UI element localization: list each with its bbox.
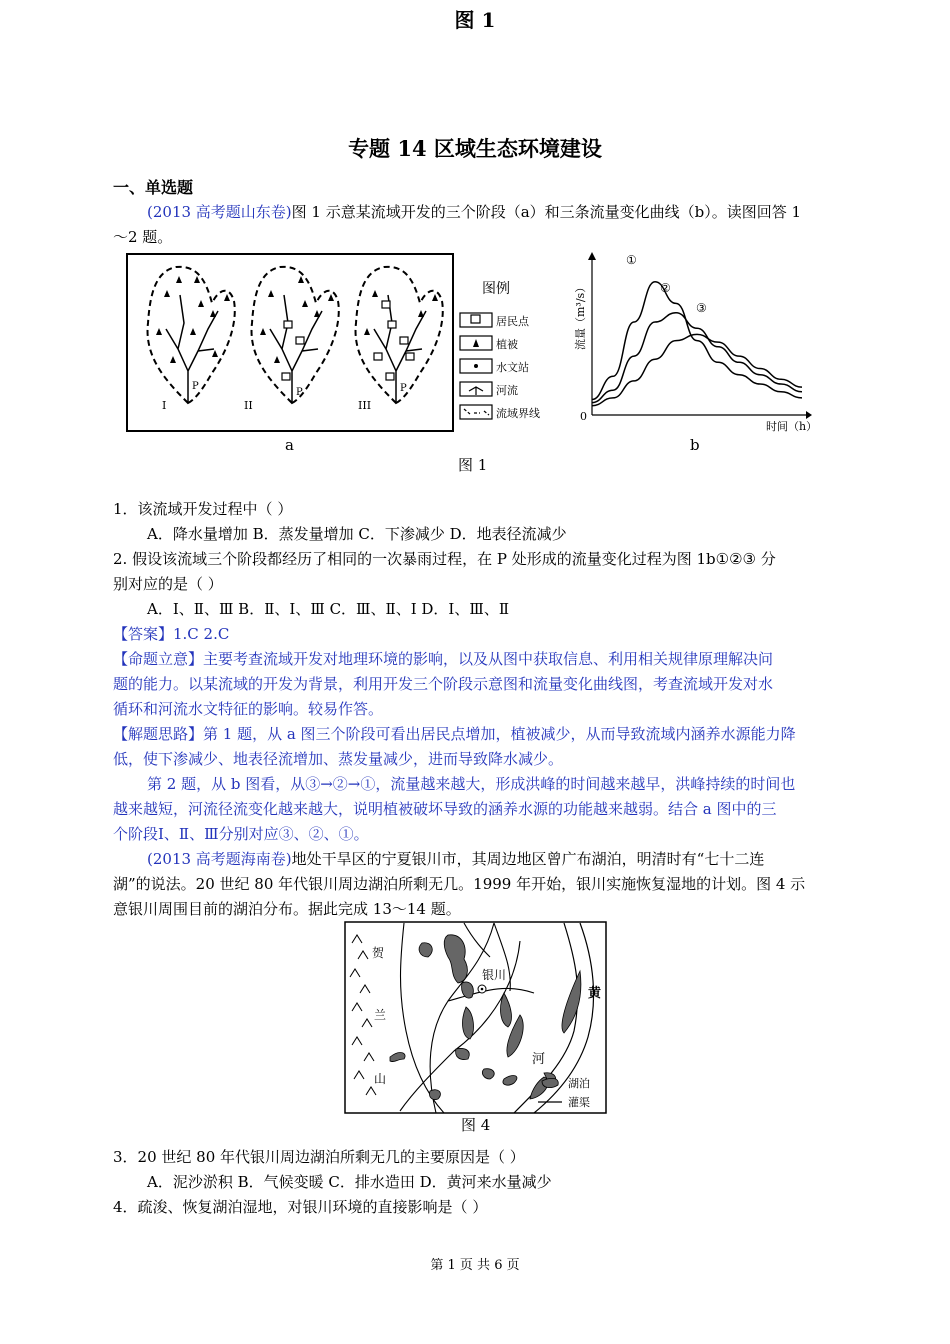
legend-canal: 灌渠	[568, 1096, 590, 1109]
stage-label-2: II	[244, 399, 253, 412]
mountain-char-3: 山	[374, 1072, 387, 1086]
source-tag: (2013 高考题山东卷)	[147, 203, 292, 221]
flow-curve-1	[592, 282, 802, 400]
approach-line2: 低，使下渗减少、地表径流增加、蒸发量减少，进而导致降水减少。	[113, 750, 564, 768]
legend-lake: 湖泊	[568, 1077, 590, 1090]
river-char-1: 黄	[588, 986, 602, 1001]
x-axis-label: 时间（h）	[766, 420, 818, 433]
basin-map-figure	[126, 253, 540, 435]
stage-label-3: III	[358, 399, 372, 412]
fig4-caption: 图 4	[461, 1116, 491, 1134]
mountain-char-1: 贺	[372, 946, 385, 960]
q3-stem: 3．20 世纪 80 年代银川周边湖泊所剩无几的主要原因是（ ）	[113, 1148, 525, 1166]
curve-label-3: ③	[696, 301, 707, 315]
mountain-char-2: 兰	[374, 1008, 387, 1022]
point-p-3: P	[400, 383, 407, 394]
source-tag-2: (2013 高考题海南卷)	[147, 850, 292, 868]
q2-line2: 别对应的是（ ）	[113, 575, 223, 593]
q2-options: A．Ⅰ、Ⅱ、Ⅲ B．Ⅱ、Ⅰ、Ⅲ C．Ⅲ、Ⅱ、Ⅰ D．Ⅰ、Ⅲ、Ⅱ	[147, 600, 510, 618]
stage-label-1: I	[162, 399, 167, 412]
intro1-line1: (2013 高考题山东卷)图 1 示意某流域开发的三个阶段（a）和三条流量变化曲线（b）。读图回答 1	[147, 203, 802, 221]
figure-tag-header: 图 1	[454, 8, 496, 32]
intro1-line2: ～2 题。	[113, 228, 173, 246]
point-p-1: P	[192, 381, 199, 392]
intro2-line3: 意银川周围目前的湖泊分布。据此完成 13～14 题。	[113, 900, 461, 918]
approach-line3: 第 2 题，从 b 图看，从③→②→①，流量越来越大，形成洪峰的时间越来越早，洪峰持续的时间也	[147, 775, 796, 793]
approach-line5: 个阶段Ⅰ、Ⅱ、Ⅲ分别对应③、②、①。	[113, 825, 369, 843]
approach-line1: 【解题思路】第 1 题，从 a 图三个阶段可看出居民点增加，植被减少，从而导致流域内涵养水源能力降	[113, 725, 796, 743]
legend-title: 图例	[482, 281, 510, 297]
section-heading: 一、单选题	[113, 178, 194, 197]
intro2-line2: 湖”的说法。20 世纪 80 年代银川周边湖泊所剩无几。1999 年开始，银川实施恢复湿地的计划。图 4 示	[113, 875, 806, 893]
legend-item-river: 河流	[496, 384, 518, 397]
point-p-2: P	[296, 387, 303, 398]
curve-label-1: ①	[626, 253, 637, 267]
y-axis-label: 流量（m³/s）	[574, 281, 587, 350]
origin-label: 0	[580, 410, 587, 423]
intent-line2: 题的能力。以某流域的开发为背景，利用开发三个阶段示意图和流量变化曲线图，考查流域开发对水	[113, 675, 774, 693]
intro2-line1: (2013 高考题海南卷)地处干旱区的宁夏银川市，其周边地区曾广布湖泊，明清时有“七十二连	[147, 850, 765, 868]
q1-options: A．降水量增加 B．蒸发量增加 C．下渗减少 D．地表径流减少	[147, 525, 567, 543]
city-label: 银川	[482, 968, 507, 982]
q2-line1: 2. 假设该流域三个阶段都经历了相同的一次暴雨过程，在 P 处形成的流量变化过程为图 1b①②③ 分	[113, 550, 776, 568]
q1-stem: 1．该流域开发过程中（ ）	[113, 500, 293, 518]
intent-line1: 【命题立意】主要考查流域开发对地理环境的影响，以及从图中获取信息、利用相关规律原理解决问	[113, 650, 774, 668]
legend-item-settlement: 居民点	[496, 315, 529, 328]
q4-stem: 4．疏浚、恢复湖泊湿地，对银川环境的直接影响是（ ）	[113, 1198, 488, 1216]
curve-label-2: ②	[660, 281, 671, 295]
page-footer: 第 1 页 共 6 页	[430, 1258, 520, 1273]
legend-item-boundary: 流域界线	[496, 407, 540, 420]
basin-stage-2	[252, 267, 339, 403]
fig1-caption: 图 1	[458, 456, 488, 474]
flow-chart	[570, 250, 820, 440]
yinchuan-lake-map	[344, 921, 608, 1115]
flow-curve-3	[592, 334, 802, 405]
approach-line4: 越来越短，河流径流变化越来越大，说明植被破坏导致的涵养水源的功能越来越弱。结合 a 图中的三	[113, 800, 777, 818]
legend-item-gauge: 水文站	[496, 361, 529, 374]
river-char-2: 河	[532, 1052, 546, 1067]
answer: 【答案】1.C 2.C	[113, 625, 230, 643]
fig1-sub-b: b	[690, 436, 700, 454]
intent-line3: 循环和河流水文特征的影响。较易作答。	[113, 700, 384, 718]
fig1-sub-a: a	[285, 436, 294, 454]
legend-item-vegetation: 植被	[496, 338, 518, 351]
q3-options: A．泥沙淤积 B．气候变暖 C．排水造田 D．黄河来水量减少	[147, 1173, 552, 1191]
page-title: 专题 14 区域生态环境建设	[348, 136, 602, 161]
